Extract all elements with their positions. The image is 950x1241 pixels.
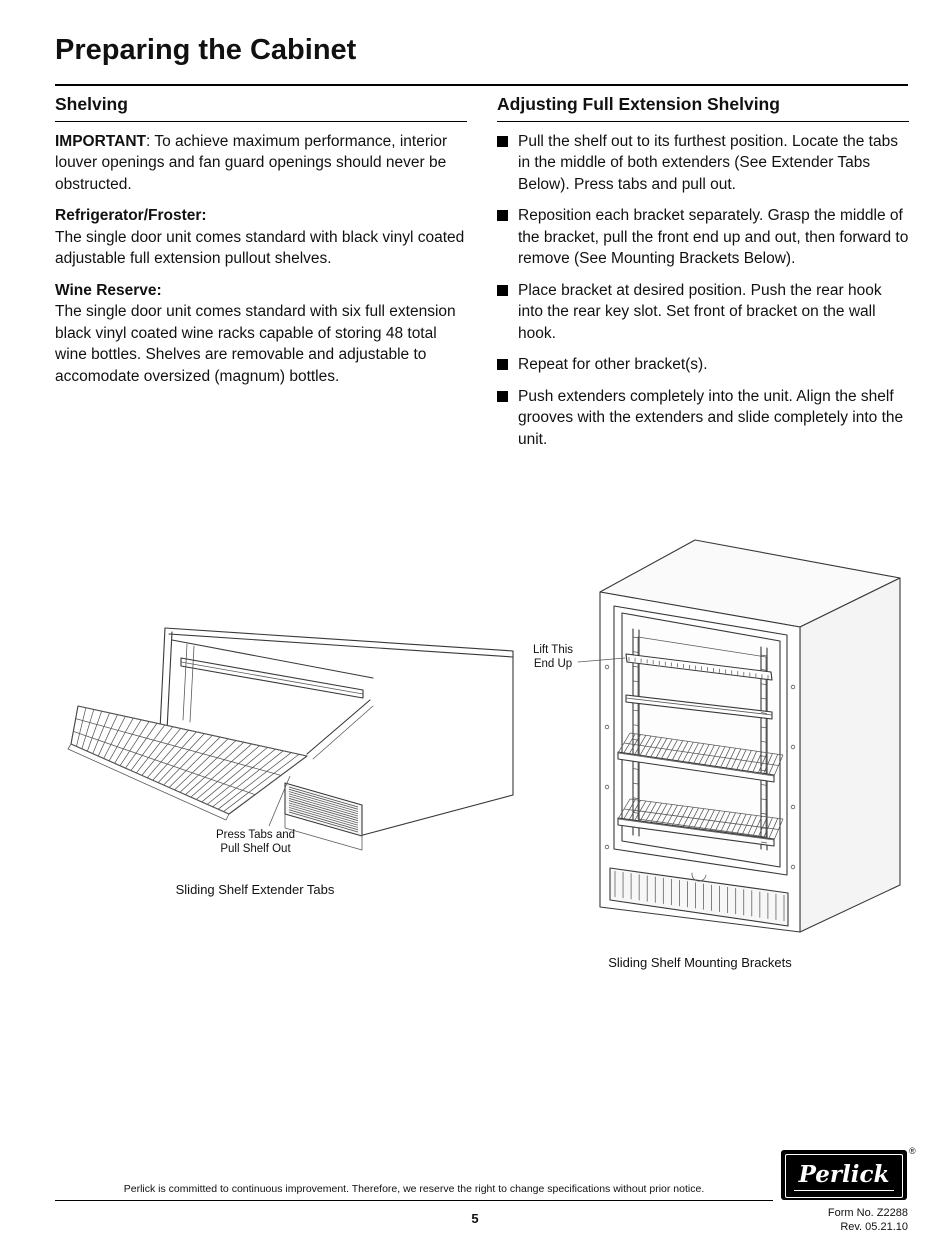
press-tabs-callout xyxy=(183,828,328,857)
instruction-text: Reposition each bracket separately. Grasp the middle of the bracket, pull the front end up and out, then forward to remove (See Mounting Brackets Below). xyxy=(518,207,909,267)
instruction-text: Place bracket at desired position. Push the rear hook into the rear key slot. Set front of bracket on the wall hook. xyxy=(518,281,882,342)
list-item xyxy=(497,205,909,270)
callout-line: End Up xyxy=(533,658,573,671)
shelving-body xyxy=(55,131,467,388)
refrigerator-froster-paragraph xyxy=(55,205,467,270)
shelving-heading: Shelving xyxy=(55,94,467,122)
refrigerator-froster-label: Refrigerator/Froster: xyxy=(55,207,207,224)
form-info xyxy=(700,1206,908,1234)
perlick-logo xyxy=(781,1150,907,1200)
perlick-logo-text: Perlick xyxy=(794,1161,895,1191)
callout-line: Press Tabs and xyxy=(215,829,296,841)
mounting-brackets-drawing xyxy=(530,537,920,937)
list-item xyxy=(497,280,909,345)
lift-end-callout xyxy=(530,643,576,672)
perlick-logo-frame xyxy=(785,1154,903,1198)
adjusting-section xyxy=(497,94,909,460)
form-number: Form No. Z2288 xyxy=(827,1207,908,1219)
bullet-square-icon xyxy=(497,210,508,221)
wine-reserve-paragraph xyxy=(55,280,467,388)
bullet-square-icon xyxy=(497,136,508,147)
adjusting-heading: Adjusting Full Extension Shelving xyxy=(497,94,909,122)
figure-caption: Sliding Shelf Mounting Brackets xyxy=(608,955,792,970)
instruction-text: Push extenders completely into the unit. Align the shelf grooves with the extenders and slide completely into the unit. xyxy=(518,387,904,448)
callout-line: Pull Shelf Out xyxy=(220,843,291,856)
important-text: : To achieve maximum performance, interior louver openings and fan guard openings should never be obstructed. xyxy=(55,132,448,193)
page-title: Preparing the Cabinet xyxy=(55,34,357,66)
bullet-square-icon xyxy=(497,391,508,402)
figure-caption: Sliding Shelf Extender Tabs xyxy=(175,882,335,897)
instruction-list xyxy=(497,131,909,451)
figure-extender-tabs xyxy=(55,602,525,907)
important-label: IMPORTANT xyxy=(55,132,146,150)
footer-disclaimer: Perlick is committed to continuous improvement. Therefore, we reserve the right to change specifications without prior notice. xyxy=(55,1183,773,1201)
title-rule xyxy=(55,84,908,86)
refrigerator-froster-text: The single door unit comes standard with black vinyl coated adjustable full extension pullout shelves. xyxy=(55,228,465,267)
bullet-square-icon xyxy=(497,359,508,370)
shelving-section xyxy=(55,94,467,397)
instruction-text: Pull the shelf out to its furthest position. Locate the tabs in the middle of both extenders (See Extender Tabs Below). Press tabs and pull out. xyxy=(518,132,898,193)
list-item xyxy=(497,386,909,451)
instruction-text: Repeat for other bracket(s). xyxy=(518,356,708,373)
callout-line: Lift This xyxy=(532,644,574,656)
wine-reserve-text: The single door unit comes standard with six full extension black vinyl coated wine racks capable of storing 48 total wine bottles. Shelves are removable and adjustable to accomodate oversized (magnum) bottles. xyxy=(55,303,456,385)
bullet-square-icon xyxy=(497,285,508,296)
page-number: 5 xyxy=(471,1211,479,1226)
list-item xyxy=(497,354,909,376)
list-item xyxy=(497,131,909,196)
registered-trademark: ® xyxy=(909,1146,916,1156)
important-note xyxy=(55,131,467,196)
wine-reserve-label: Wine Reserve: xyxy=(55,281,162,299)
figure-mounting-brackets xyxy=(530,537,922,982)
revision-date: Rev. 05.21.10 xyxy=(840,1221,908,1233)
